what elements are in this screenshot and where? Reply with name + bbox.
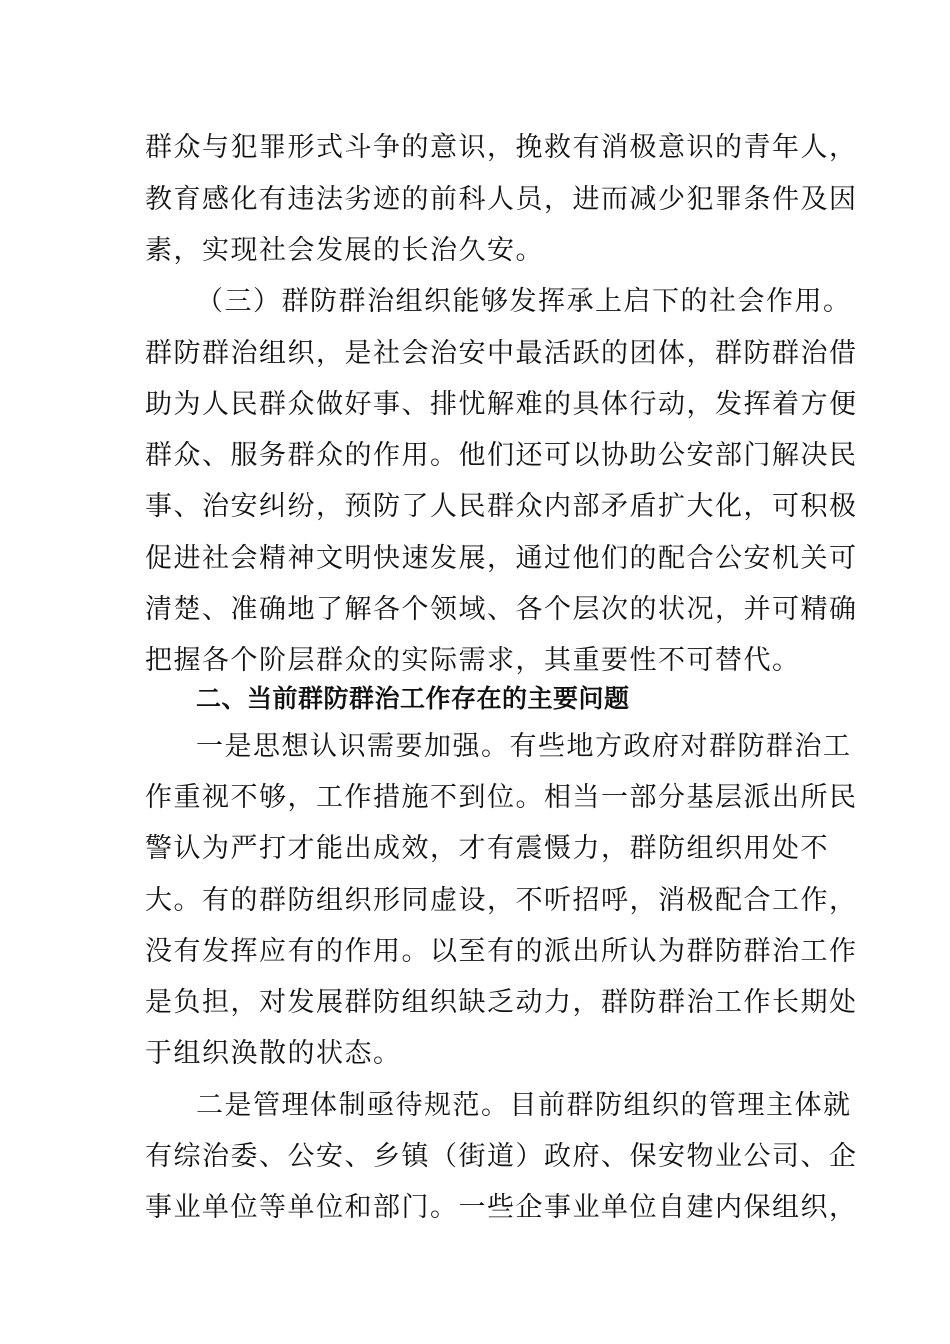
text-line-13: 一是思想认识需要加强。有些地方政府对群防群治工 bbox=[196, 731, 852, 762]
text-line-14: 作重视不够，工作措施不到位。相当一部分基层派出所民 bbox=[145, 782, 858, 813]
text-line-22: 事业单位等单位和部门。一些企事业单位自建内保组织， bbox=[145, 1192, 858, 1223]
text-line-9: 促进社会精神文明快速发展，通过他们的配合公安机关可 bbox=[145, 543, 858, 574]
text-line-15: 警认为严打才能出成效，才有震慑力，群防组织用处不 bbox=[145, 833, 829, 864]
subheading-3: （三）群防群治组织能够发挥承上启下的社会作用。 bbox=[196, 286, 852, 317]
text-line-17: 没有发挥应有的作用。以至有的派出所认为群防群治工作 bbox=[145, 936, 858, 967]
text-line-2: 教育感化有违法劣迹的前科人员，进而减少犯罪条件及因 bbox=[145, 184, 858, 215]
text-line-19: 于组织涣散的状态。 bbox=[145, 1038, 402, 1069]
text-line-18: 是负担，对发展群防组织缺乏动力，群防群治工作长期处 bbox=[145, 987, 858, 1018]
text-line-6: 助为人民群众做好事、排忧解难的具体行动，发挥着方便 bbox=[145, 389, 858, 420]
text-line-10: 清楚、准确地了解各个领域、各个层次的状况，并可精确 bbox=[145, 594, 858, 625]
text-line-21: 有综治委、公安、乡镇（街道）政府、保安物业公司、企 bbox=[145, 1141, 858, 1172]
text-line-3: 素，实现社会发展的长治久安。 bbox=[145, 235, 544, 266]
text-line-20: 二是管理体制亟待规范。目前群防组织的管理主体就 bbox=[196, 1090, 852, 1121]
section-heading-2: 二、当前群防群治工作存在的主要问题 bbox=[196, 684, 630, 713]
text-line-5: 群防群治组织，是社会治安中最活跃的团体，群防群治借 bbox=[145, 338, 858, 369]
text-line-16: 大。有的群防组织形同虚设，不听招呼，消极配合工作， bbox=[145, 885, 858, 916]
text-line-1: 群众与犯罪形式斗争的意识，挽救有消极意识的青年人， bbox=[145, 132, 858, 163]
text-line-8: 事、治安纠纷，预防了人民群众内部矛盾扩大化，可积极 bbox=[145, 491, 858, 522]
text-line-7: 群众、服务群众的作用。他们还可以协助公安部门解决民 bbox=[145, 440, 858, 471]
text-line-11: 把握各个阶层群众的实际需求，其重要性不可替代。 bbox=[145, 645, 801, 676]
